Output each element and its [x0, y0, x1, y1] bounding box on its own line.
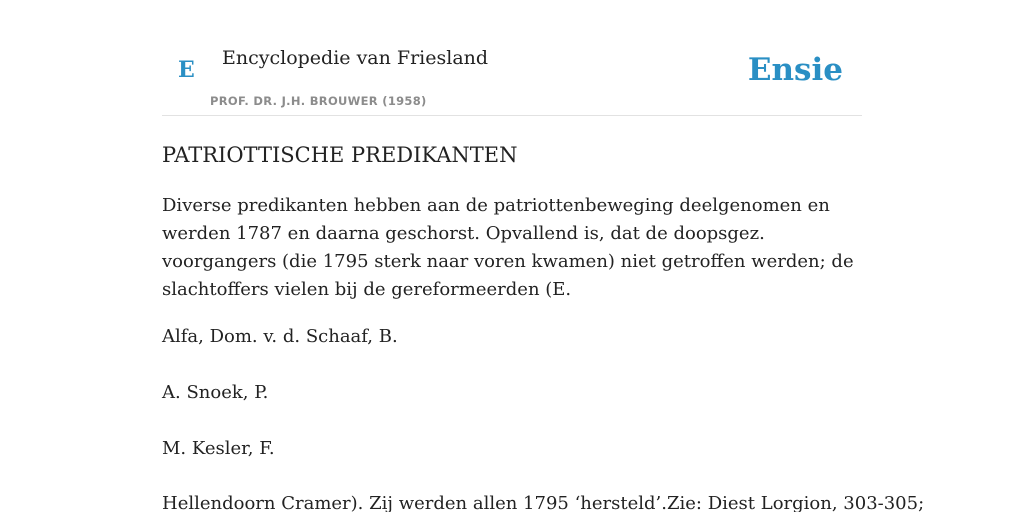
book-author: PROF. DR. J.H. BROUWER (1958): [210, 94, 427, 108]
article-paragraph: Hellendoorn Cramer). Zij werden allen 1795 ‘hersteld’.Zie: Diest Lorgion, 303-305;: [162, 493, 925, 512]
brand-logo-link[interactable]: Ensie: [747, 52, 843, 88]
article-paragraph: Alfa, Dom. v. d. Schaaf, B.: [162, 326, 398, 347]
article-paragraph: Diverse predikanten hebben aan de patriottenbeweging deelgenomen en werden 1787 en daarna geschorst. Opvallend is, dat de doopsgez. voorgangers (die 1795 sterk naar voren kwamen) niet getroffen werden; de slachtoffers vielen bij de gereformeerden (E.: [162, 195, 854, 300]
article-title: PATRIOTTISCHE PREDIKANTEN: [162, 143, 518, 167]
article-paragraph: A. Snoek, P.: [162, 382, 269, 403]
article-paragraph: M. Kesler, F.: [162, 438, 275, 459]
book-logo[interactable]: E: [178, 57, 195, 83]
page-container: [162, 0, 925, 512]
header: [162, 0, 862, 116]
book-title[interactable]: Encyclopedie van Friesland: [222, 47, 489, 69]
